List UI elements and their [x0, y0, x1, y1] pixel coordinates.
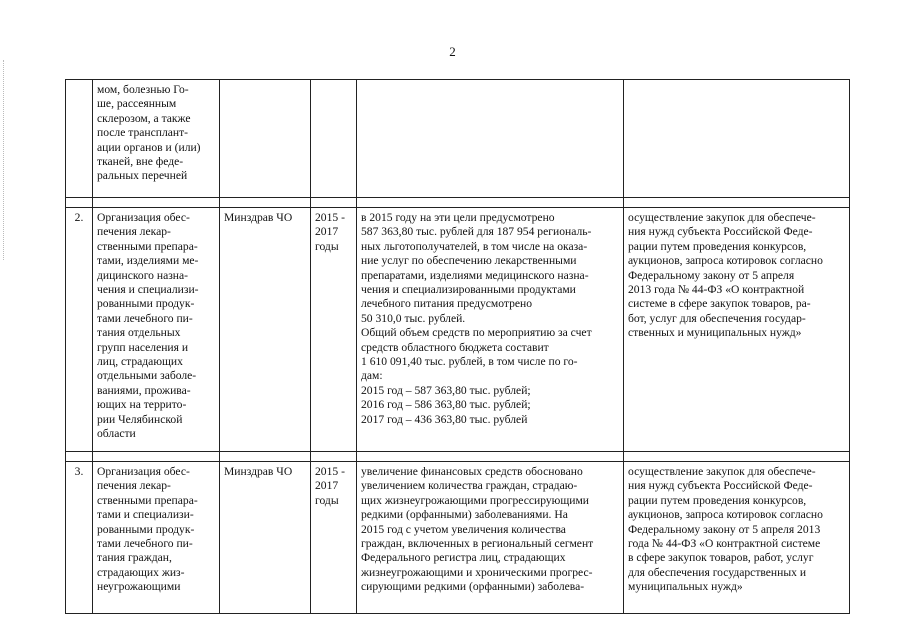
gap-cell	[93, 198, 220, 208]
text-line: лиц, страдающих	[97, 355, 183, 369]
text-line: тами и специализи-	[97, 508, 194, 522]
text-line: рации путем проведения конкурсов,	[628, 493, 807, 507]
text-line: осуществление закупок для обеспече-	[628, 465, 816, 478]
text-line: рации путем проведения конкурсов,	[628, 239, 807, 253]
gap-cell	[66, 452, 93, 462]
text-line: 2017	[315, 225, 339, 239]
gap-cell	[93, 452, 220, 462]
text-line: годы	[315, 239, 339, 253]
text-line: препаратами, изделиями медицинского назна-	[361, 268, 589, 282]
measure-name-cell	[93, 208, 220, 452]
text-line: ственными препара-	[97, 493, 198, 507]
method-cell	[624, 462, 850, 614]
text-line: ваниями, прожива-	[97, 383, 191, 397]
text-line: 2015 -	[315, 465, 345, 478]
text-line: чения и специализированными продуктами	[361, 283, 576, 297]
measure-name-cell	[93, 462, 220, 614]
text-line: 2017	[315, 479, 339, 493]
text-line: в 2015 году на эти цели предусмотрено	[361, 211, 555, 224]
table-row	[66, 208, 850, 452]
row-number-cell	[66, 462, 93, 614]
text-line: ации органов и (или)	[97, 140, 201, 154]
text-line: ственных и муниципальных нужд»	[628, 326, 802, 340]
measures-table	[65, 79, 850, 614]
row-gap	[66, 452, 850, 462]
executor-cell	[220, 80, 311, 198]
text-line: неугрожающими	[97, 580, 181, 594]
table-body	[66, 80, 850, 614]
gap-cell	[357, 198, 624, 208]
text-line: жизнеугрожающими и хроническими прогрес-	[361, 565, 593, 579]
text-line: для обеспечения государственных и	[628, 565, 807, 579]
text-line: тания граждан,	[97, 551, 172, 565]
text-line: тами лечебного пи-	[97, 537, 193, 551]
text-line: сирующими редкими (орфанными) заболева-	[361, 580, 585, 594]
finance-cell	[357, 208, 624, 452]
text-line: муниципальных нужд»	[628, 580, 743, 594]
text-line: лечебного питания предусмотрено	[361, 297, 533, 311]
text-line: осуществление закупок для обеспече-	[628, 211, 816, 224]
finance-cell	[357, 462, 624, 614]
text-line: рованными продук-	[97, 297, 195, 311]
gap-cell	[311, 198, 357, 208]
text-line: дицинского назна-	[97, 268, 189, 282]
text-line: в сфере закупок товаров, работ, услуг	[628, 551, 814, 565]
text-line: ше, рассеянным	[97, 97, 177, 111]
text-line: ственными препара-	[97, 239, 198, 253]
text-line: Федеральному закону от 5 апреля	[628, 268, 795, 282]
gap-cell	[220, 198, 311, 208]
row-number: 3.	[74, 465, 84, 478]
text-line: ральных перечней	[97, 169, 188, 183]
text-line: рованными продук-	[97, 522, 195, 536]
text-line: 2015 год с учетом увеличения количества	[361, 522, 566, 536]
text-line: тами, изделиями ме-	[97, 254, 199, 268]
gap-cell	[624, 452, 850, 462]
text-line: области	[97, 427, 136, 441]
row-gap	[66, 198, 850, 208]
text-line: аукционов, запроса котировок согласно	[628, 508, 823, 522]
text-line: увеличение финансовых средств обосновано	[361, 465, 583, 478]
text-line: тания отдельных	[97, 326, 181, 340]
text-line: 2015 -	[315, 211, 345, 224]
text-line: Федеральному закону от 5 апреля 2013	[628, 522, 821, 536]
text-line: 587 363,80 тыс. рублей для 187 954 региональ-	[361, 225, 592, 239]
text-line: системе в сфере закупок товаров, ра-	[628, 297, 811, 311]
table-row	[66, 462, 850, 614]
text-line: 1 610 091,40 тыс. рублей, в том числе по го-	[361, 355, 578, 369]
text-line: тканей, вне феде-	[97, 155, 184, 169]
binding-margin-marks	[3, 60, 10, 260]
page-number: 2	[449, 44, 456, 59]
text-line: щих жизнеугрожающими прогрессирующими	[361, 493, 589, 507]
gap-cell	[624, 198, 850, 208]
gap-cell	[311, 452, 357, 462]
text-line: печения лекар-	[97, 225, 171, 239]
text-line: ных льготополучателей, в том числе на оказа-	[361, 239, 588, 253]
text-line: средств областного бюджета составит	[361, 340, 549, 354]
period-cell	[311, 208, 357, 452]
period-cell	[311, 462, 357, 614]
text-line: мом, болезнью Го-	[97, 83, 189, 96]
text-line: ния нужд субъекта Российской Феде-	[628, 479, 813, 493]
text-line: групп населения и	[97, 340, 189, 354]
measure-name-cell	[93, 80, 220, 198]
method-cell	[624, 208, 850, 452]
text-line: 2017 год – 436 363,80 тыс. рублей	[361, 412, 528, 426]
text-line: 2016 год – 586 363,80 тыс. рублей;	[361, 398, 531, 412]
text-line: ния нужд субъекта Российской Феде-	[628, 225, 813, 239]
text-line: страдающих жиз-	[97, 565, 185, 579]
text-line: Федерального регистра лиц, страдающих	[361, 551, 566, 565]
text-line: 50 310,0 тыс. рублей.	[361, 311, 466, 325]
text-line: аукционов, запроса котировок согласно	[628, 254, 823, 268]
text-line: тами лечебного пи-	[97, 311, 193, 325]
text-line: после трансплант-	[97, 126, 189, 140]
text-line: ние услуг по обеспечению лекарственными	[361, 254, 577, 268]
text-line: чения и специализи-	[97, 283, 199, 297]
finance-cell	[357, 80, 624, 198]
text-line: редкими (орфанными) заболеваниями. На	[361, 508, 568, 522]
gap-cell	[357, 452, 624, 462]
gap-cell	[220, 452, 311, 462]
text-line: 2013 года № 44-ФЗ «О контрактной	[628, 283, 805, 297]
text-line: граждан, включенных в региональный сегмент	[361, 537, 594, 551]
gap-cell	[66, 198, 93, 208]
text-line: увеличением количества граждан, страдаю-	[361, 479, 578, 493]
executor-text: Минздрав ЧО	[224, 465, 293, 478]
text-line: годы	[315, 493, 339, 507]
text-line: печения лекар-	[97, 479, 171, 493]
row-number: 2.	[74, 211, 84, 224]
row-number-cell	[66, 80, 93, 198]
text-line: дам:	[361, 369, 383, 383]
text-line: года № 44-ФЗ «О контрактной системе	[628, 537, 821, 551]
text-line: отдельными заболе-	[97, 369, 197, 383]
method-cell	[624, 80, 850, 198]
executor-cell	[220, 462, 311, 614]
row-number-cell	[66, 208, 93, 452]
executor-text: Минздрав ЧО	[224, 211, 293, 224]
text-line: Общий объем средств по мероприятию за счет	[361, 326, 592, 340]
text-line: 2015 год – 587 363,80 тыс. рублей;	[361, 383, 531, 397]
text-line: бот, услуг для обеспечения государ-	[628, 311, 806, 325]
executor-cell	[220, 208, 311, 452]
text-line: рии Челябинской	[97, 412, 183, 426]
period-cell	[311, 80, 357, 198]
table-row	[66, 80, 850, 198]
text-line: Организация обес-	[97, 211, 190, 224]
text-line: Организация обес-	[97, 465, 190, 478]
text-line: ющих на террито-	[97, 398, 187, 412]
text-line: склерозом, а также	[97, 111, 191, 125]
